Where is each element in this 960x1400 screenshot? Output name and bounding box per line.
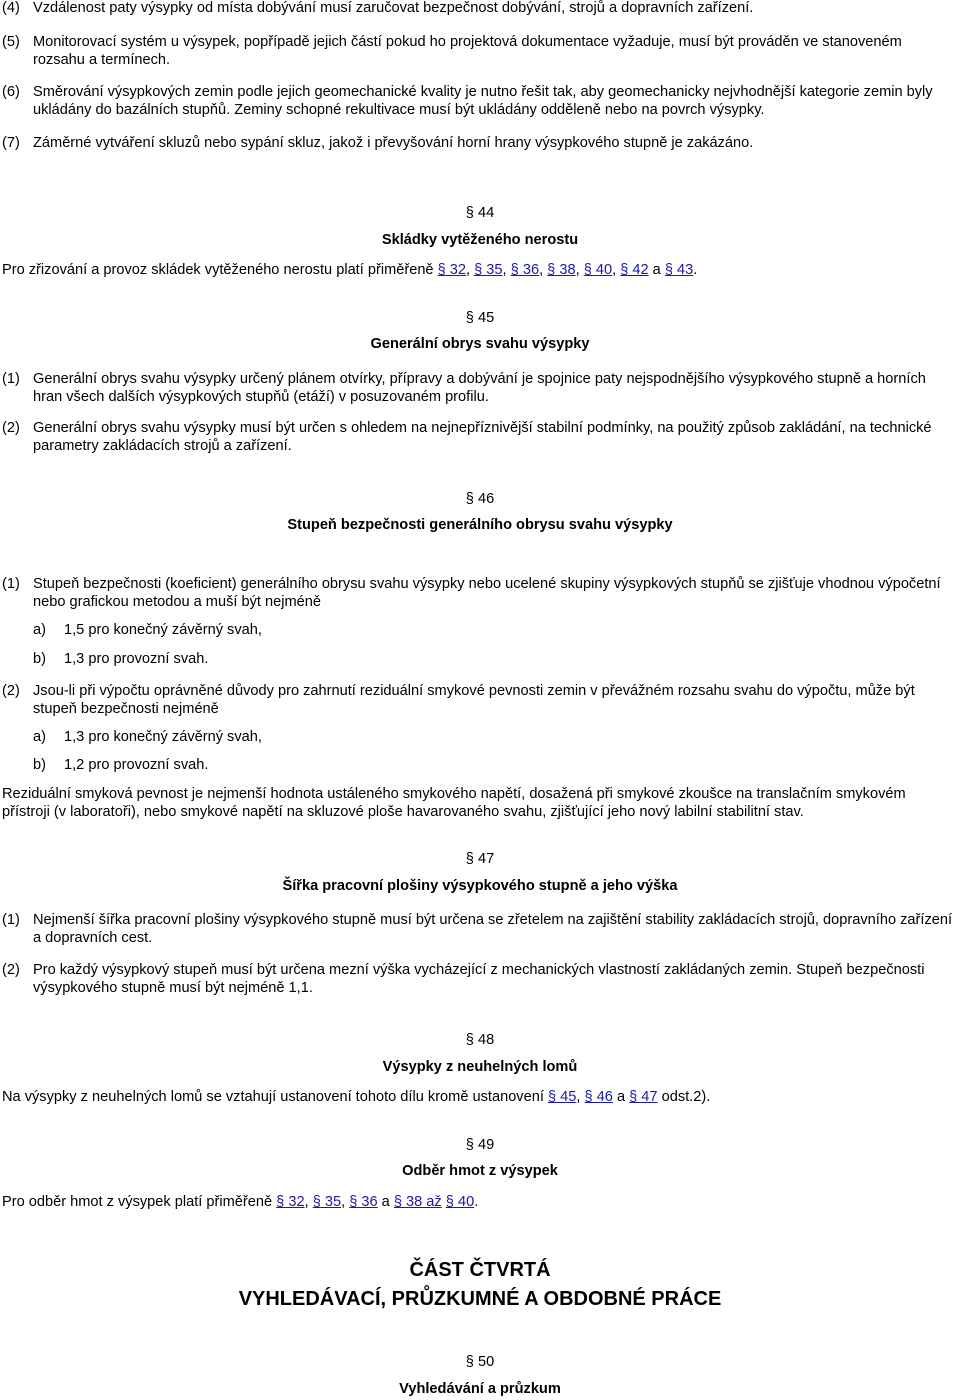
- section-49-number: § 49: [465, 1137, 495, 1153]
- paragraph-number: (5): [2, 34, 20, 50]
- section-48-number: § 48: [465, 1032, 495, 1048]
- paragraph-number: (2): [2, 683, 20, 699]
- ref-40[interactable]: § 40: [445, 1194, 475, 1210]
- part-subtitle: VYHLEDÁVACÍ, PRŮZKUMNÉ A OBDOBNÉ PRÁCE: [238, 1288, 722, 1310]
- ref-36[interactable]: § 36: [349, 1194, 378, 1210]
- section-44-number: § 44: [465, 205, 495, 221]
- list-item-label: b): [33, 757, 46, 773]
- section-45-paragraph-1: [2, 370, 954, 406]
- text-before-refs: Pro odběr hmot z výsypek platí přiměřeně: [2, 1194, 273, 1210]
- ref-45[interactable]: § 45: [547, 1089, 577, 1105]
- paragraph-text: Nejmenší šířka pracovní plošiny výsypkového stupně musí být určena se zřetelem na zajištění stability zakládacích strojů, dopravního zařízení a dopravních cest.: [33, 912, 953, 946]
- section-48-title: Výsypky z neuhelných lomů: [382, 1059, 578, 1075]
- paragraph-number: (6): [2, 84, 20, 100]
- paragraph-4: [2, 0, 954, 17]
- ref-43[interactable]: § 43: [664, 262, 694, 278]
- section-44-text: Pro zřizování a provoz skládek vytěženého nerostu platí přiměřeně § 32, § 35, § 36, § 38, § 40, § 42 a § 43.: [2, 262, 698, 278]
- ref-36[interactable]: § 36: [510, 262, 540, 278]
- ref-35[interactable]: § 35: [312, 1194, 342, 1210]
- ref-32[interactable]: § 32: [276, 1194, 305, 1210]
- paragraph-text: Monitorovací systém u výsypek, popřípadě jejich částí pokud ho projektová dokumentace vyžaduje, musí být prováděn ve stanoveném rozsahu a termínech.: [33, 34, 902, 68]
- paragraph-text: Vzdálenost paty výsypky od místa dobývání musí zaručovat bezpečnost dobývání, strojů a dopravních zařízení.: [33, 0, 754, 16]
- list-item-text: 1,3 pro konečný závěrný svah,: [64, 729, 262, 745]
- section-50-number: § 50: [465, 1354, 495, 1370]
- paragraph-number: (2): [2, 962, 20, 978]
- paragraph-text: Záměrné vytváření skluzů nebo sypání skluz, jakož i převyšování horní hrany výsypkového stupně je zakázáno.: [33, 135, 754, 151]
- part-title: ČÁST ČTVRTÁ: [409, 1259, 551, 1281]
- ref-32[interactable]: § 32: [437, 262, 467, 278]
- list-item-a: [33, 728, 262, 746]
- list-item-a: [33, 621, 262, 639]
- paragraph-text: Generální obrys svahu výsypky určený plánem otvírky, přípravy a dobývání je spojnice paty nejspodnějšího výsypkového stupně a horních hran všech dalších výsypkových stupňů (etáží) v posuzovaném profilu.: [33, 371, 926, 405]
- paragraph-5: [2, 33, 954, 69]
- paragraph-text: Směrování výsypkových zemin podle jejich geomechanické kvality je nutno řešit tak, aby geomechanicky nejvhodnější kategorie zemin byly ukládány do bazálních stupňů. Zeminy schopné rekultivace musí být ukládány odděleně nebo na povrch výsypky.: [33, 84, 933, 118]
- section-45-paragraph-2: [2, 419, 954, 455]
- section-47-paragraph-2: [2, 961, 954, 997]
- paragraph-text: Jsou-li při výpočtu oprávněné důvody pro zahrnutí reziduální smykové pevnosti zemin v převážném rozsahu svahu do výpočtu, může být stupeň bezpečnosti nejméně: [33, 683, 915, 717]
- section-46-number: § 46: [465, 491, 495, 507]
- paragraph-number: (1): [2, 576, 20, 592]
- paragraph-number: (7): [2, 135, 20, 151]
- list-item-label: b): [33, 651, 46, 667]
- section-50-title: Vyhledávání a průzkum: [399, 1381, 561, 1397]
- section-47-title: Šířka pracovní plošiny výsypkového stupně a jeho výška: [282, 878, 678, 894]
- ref-38[interactable]: § 38 až: [393, 1194, 442, 1210]
- list-item-label: a): [33, 729, 46, 745]
- paragraph-text: Pro každý výsypkový stupeň musí být určena mezní výška vycházející z mechanických vlastností zakládaných zemin. Stupeň bezpečnosti výsypkového stupně musí být nejméně 1,1.: [33, 962, 925, 996]
- section-49-title: Odběr hmot z výsypek: [402, 1163, 558, 1179]
- section-44-title: Skládky vytěženého nerostu: [381, 232, 579, 248]
- list-item-b: [33, 650, 208, 668]
- residual-strength-definition: Reziduální smyková pevnost je nejmenší hodnota ustáleného smykového napětí, dosažená při smykové zkoušce na translačním smykovém přístroji (v laboratoři), nebo smykové napětí na skluzové ploše havarovaného svahu, zjišťující jeho nový labilní stabilitní stav.: [2, 786, 906, 820]
- paragraph-text: Generální obrys svahu výsypky musí být určen s ohledem na nejnepříznivější stabilní podmínky, na použitý způsob zakládání, na technické parametry zakládacích strojů a zařízení.: [33, 420, 932, 454]
- list-item-label: a): [33, 622, 46, 638]
- section-46-title: Stupeň bezpečnosti generálního obrysu svahu výsypky: [287, 517, 673, 533]
- paragraph-number: (1): [2, 912, 20, 928]
- section-48-text: Na výsypky z neuhelných lomů se vztahují ustanovení tohoto dílu kromě ustanovení § 45, § 46 a § 47 odst.2).: [2, 1089, 711, 1105]
- paragraph-number: (1): [2, 371, 20, 387]
- section-46-paragraph-2: [2, 682, 954, 718]
- section-47-number: § 47: [465, 851, 495, 867]
- section-45-number: § 45: [465, 310, 495, 326]
- paragraph-number: (4): [2, 0, 20, 16]
- ref-46[interactable]: § 46: [584, 1089, 613, 1105]
- list-item-b: [33, 756, 208, 774]
- paragraph-text: Stupeň bezpečnosti (koeficient) generálního obrysu svahu výsypky nebo ucelené skupiny výsypkových stupňů se zjišťuje vhodnou výpočetní nebo grafickou metodou a muší být nejméně: [33, 576, 941, 610]
- ref-38[interactable]: § 38: [547, 262, 576, 278]
- section-49-text: Pro odběr hmot z výsypek platí přiměřeně § 32, § 35, § 36 a § 38 až § 40.: [2, 1194, 479, 1210]
- section-46-paragraph-1: [2, 575, 954, 611]
- paragraph-number: (2): [2, 420, 20, 436]
- ref-40[interactable]: § 40: [583, 262, 613, 278]
- paragraph-7: [2, 134, 954, 152]
- ref-47[interactable]: § 47: [629, 1089, 658, 1105]
- ref-42[interactable]: § 42: [620, 262, 649, 278]
- paragraph-6: [2, 83, 954, 119]
- list-item-text: 1,3 pro provozní svah.: [64, 651, 209, 667]
- text-before-refs: Na výsypky z neuhelných lomů se vztahují ustanovení tohoto dílu kromě ustanovení: [2, 1089, 544, 1105]
- section-47-paragraph-1: [2, 911, 954, 947]
- list-item-text: 1,5 pro konečný závěrný svah,: [64, 622, 262, 638]
- text-before-refs: Pro zřizování a provoz skládek vytěženého nerostu platí přiměřeně: [2, 262, 434, 278]
- ref-35[interactable]: § 35: [474, 262, 503, 278]
- section-45-title: Generální obrys svahu výsypky: [370, 336, 590, 352]
- list-item-text: 1,2 pro provozní svah.: [64, 757, 209, 773]
